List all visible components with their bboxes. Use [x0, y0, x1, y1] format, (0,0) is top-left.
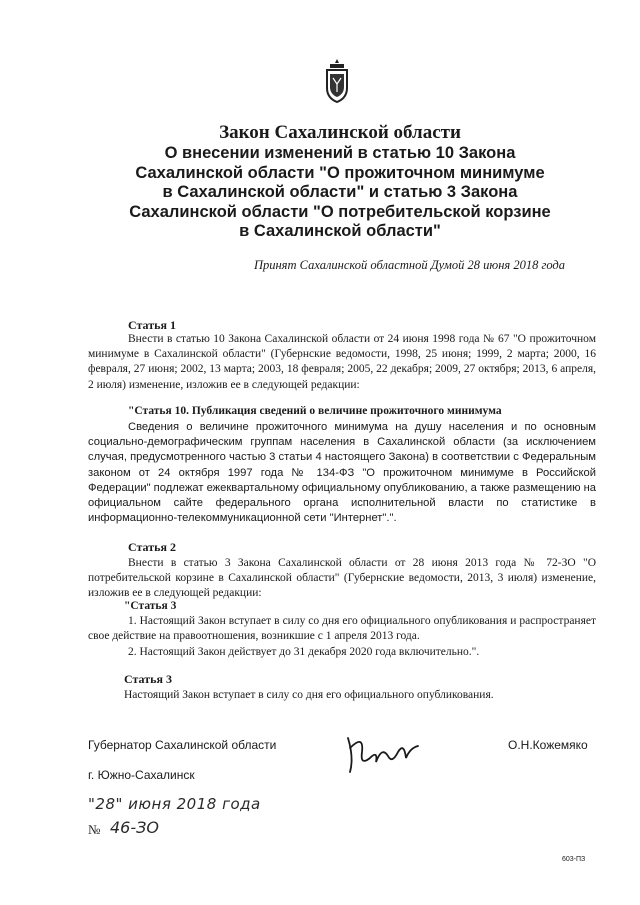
signer-position: Губернатор Сахалинской области: [88, 738, 277, 752]
law-subtitle-line: в Сахалинской области": [239, 222, 441, 240]
article-1-intro: Внести в статью 10 Закона Сахалинской области от 24 июня 1998 года № 67 "О прожиточном минимуме в Сахалинской области" (Губернские ведомости, 1998, 25 июня; 1999, 2 марта; 2000, 16 февраля, 27 июня; 2002, 13 марта; 2003, 18 февраля; 2005, 22 декабря; 2009, 27 октября; 2013, 6 апреля, 2 июля) изменение, изложив ее в следующей редакции:: [88, 333, 596, 391]
law-title-block: [100, 122, 580, 242]
article-1-heading: Статья 1: [128, 318, 176, 332]
coat-of-arms-icon: [324, 58, 350, 104]
article-2-intro: Внести в статью 3 Закона Сахалинской области от 28 июня 2013 года № 72-ЗО "О потребительской корзине в Сахалинской области" (Губернские ведомости, 2013, 3 июля) изменение, изложив ее в следующей редакции:: [88, 557, 596, 600]
article-2-heading: Статья 2: [128, 540, 176, 554]
article-1-quote-text: Сведения о величине прожиточного минимума на душу населения и по основным социально-демографическим группам населения в Сахалинской области (за исключением случая, предусмотренного частью 3 статьи 4 настоящего Закона) в соответствии с Федеральным законом от 24 октября 1997 года № 134-ФЗ "О прожиточном минимуме в Российской Федерации" подлежат ежеквартальному официальному опубликованию, а также размещению на официальном сайте федерального органа исполнительной власти по статистике в информационно-телекоммуникационной сети "Интернет".".: [88, 421, 596, 525]
article-3-heading: Статья 3: [124, 672, 172, 686]
law-subtitle-line: О внесении изменений в статью 10 Закона: [164, 144, 516, 162]
article-2-quote-heading: "Статья 3: [124, 600, 177, 612]
number-prefix: №: [88, 822, 101, 837]
handwritten-number: 46-ЗО: [110, 818, 159, 837]
signing-city: г. Южно-Сахалинск: [88, 768, 195, 782]
adoption-note: Принят Сахалинской областной Думой 28 июня 2018 года: [253, 258, 565, 272]
article-2-item-2: 2. Настоящий Закон действует до 31 декабря 2020 года включительно.".: [128, 646, 480, 658]
signature-icon: [340, 728, 426, 776]
document-code: 603-ПЗ: [562, 856, 586, 863]
law-title: Закон Сахалинской области: [219, 122, 461, 143]
handwritten-date: "28" июня 2018 года: [88, 795, 261, 813]
law-subtitle-line: Сахалинской области "О потребительской корзине: [129, 202, 551, 221]
article-3-text: Настоящий Закон вступает в силу со дня его официального опубликования.: [124, 689, 494, 701]
article-1-quote-heading: "Статья 10. Публикация сведений о величине прожиточного минимума: [128, 405, 502, 417]
article-2-item-1: 1. Настоящий Закон вступает в силу со дня его официального опубликования и распространяет свое действие на правоотношения, возникшие с 1 апреля 2013 года.: [88, 615, 596, 643]
law-subtitle-line: в Сахалинской области" и статью 3 Закона: [162, 183, 518, 201]
law-subtitle-line: Сахалинской области "О прожиточном минимуме: [135, 163, 545, 182]
signer-name: О.Н.Кожемяко: [508, 738, 588, 752]
